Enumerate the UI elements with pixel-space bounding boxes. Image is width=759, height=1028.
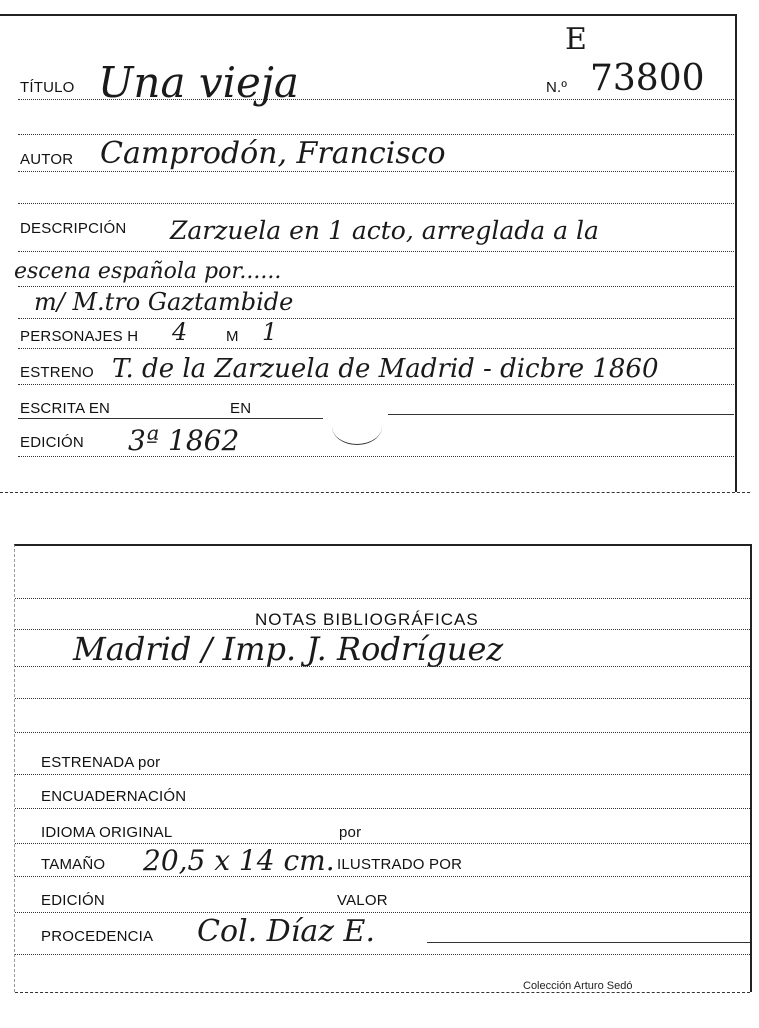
autor-rule [18, 171, 734, 172]
procedencia-value: Col. Díaz E. [197, 914, 375, 949]
personajes-m-label: M [226, 328, 239, 345]
numero-label: N.º [546, 79, 568, 96]
stain-mark [332, 408, 382, 445]
edicion-label: EDICIÓN [20, 434, 84, 451]
tamano-value: 20,5 x 14 cm. [143, 844, 335, 877]
tamano-label: TAMAÑO [41, 856, 106, 873]
personajes-h-label: PERSONAJES H [20, 328, 139, 345]
corner-letter: E [565, 22, 587, 57]
escrita-line-2 [388, 414, 734, 415]
estrenada-rule [15, 774, 750, 775]
personajes-h-value: 4 [172, 318, 188, 346]
idioma-por-label: por [339, 824, 362, 841]
titulo-value: Una vieja [98, 58, 299, 107]
procedencia-rule [15, 954, 750, 955]
encuadernacion-label: ENCUADERNACIÓN [41, 788, 187, 805]
edicion-back-rule [15, 912, 750, 913]
encuadernacion-rule [15, 808, 750, 809]
descripcion-line1: Zarzuela en 1 acto, arreglada a la [170, 216, 599, 245]
descripcion-rule-1 [18, 251, 734, 252]
escrita-line-1 [18, 418, 323, 419]
estreno-rule [18, 384, 734, 385]
procedencia-line [427, 942, 750, 943]
idioma-label: IDIOMA ORIGINAL [41, 824, 173, 841]
edicion-value: 3ª 1862 [128, 424, 240, 457]
escrita-en-label: EN [230, 400, 252, 417]
autor-label: AUTOR [20, 151, 74, 168]
estreno-value: T. de la Zarzuela de Madrid - dicbre 1860 [112, 354, 659, 384]
back-rule-1 [15, 598, 750, 599]
tamano-rule [15, 876, 750, 877]
back-card [14, 544, 752, 992]
blank-rule-1 [18, 134, 734, 135]
autor-value: Camprodón, Francisco [100, 136, 446, 171]
estrenada-label: ESTRENADA por [41, 754, 161, 771]
numero-value: 73800 [590, 58, 705, 99]
ilustrado-label: ILUSTRADO POR [337, 856, 463, 873]
descripcion-rule-3 [18, 318, 734, 319]
notas-rule-4 [15, 732, 750, 733]
descripcion-label: DESCRIPCIÓN [20, 220, 127, 237]
back-bottom-rule [15, 992, 750, 993]
titulo-label: TÍTULO [20, 79, 75, 96]
notas-rule-2 [15, 666, 750, 667]
estreno-label: ESTRENO [20, 364, 94, 381]
escrita-label: ESCRITA EN [20, 400, 111, 417]
procedencia-label: PROCEDENCIA [41, 928, 154, 945]
valor-label: VALOR [337, 892, 388, 909]
front-card [0, 14, 737, 492]
idioma-rule [15, 843, 750, 844]
front-bottom-rule [0, 492, 750, 493]
blank-rule-2 [18, 203, 734, 204]
titulo-rule [18, 99, 734, 100]
notas-rule-3 [15, 698, 750, 699]
edicion-back-label: EDICIÓN [41, 892, 105, 909]
collection-footer: Colección Arturo Sedó [523, 980, 633, 992]
personajes-m-value: 1 [262, 318, 278, 346]
notas-value: Madrid / Imp. J. Rodríguez [73, 630, 504, 668]
descripcion-line3: m/ M.tro Gaztambide [34, 288, 294, 316]
descripcion-rule-2 [18, 286, 734, 287]
notas-label: NOTAS BIBLIOGRÁFICAS [255, 610, 479, 629]
edicion-rule [18, 456, 734, 457]
personajes-rule [18, 348, 734, 349]
descripcion-line2: escena española por...... [14, 259, 282, 284]
